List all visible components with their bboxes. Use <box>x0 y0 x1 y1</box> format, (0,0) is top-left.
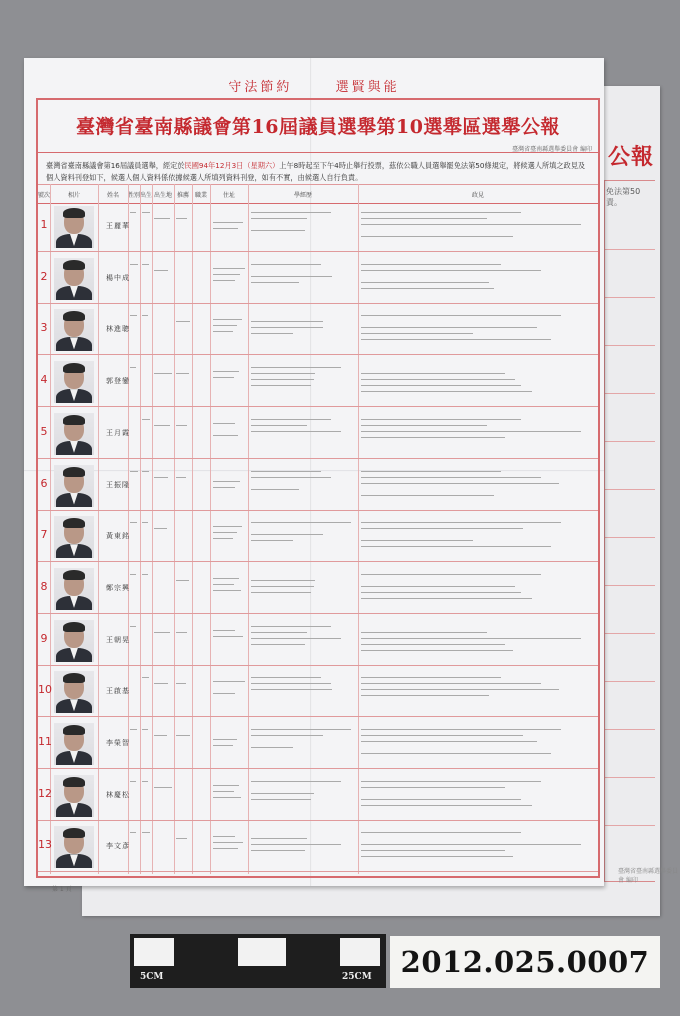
table-row <box>38 409 598 459</box>
printed-text-line <box>130 212 136 213</box>
candidate-photo <box>54 361 94 403</box>
printed-text-line <box>154 735 167 736</box>
candidate-name: 李文彥 <box>106 842 130 851</box>
candidate-name: 楊中成 <box>106 273 130 282</box>
printed-text-line <box>361 729 561 730</box>
printed-text-line <box>251 264 321 265</box>
printed-text-line <box>251 838 307 839</box>
printed-text-line <box>361 632 487 633</box>
candidate-number: 5 <box>40 424 48 438</box>
printed-text-line <box>361 695 489 696</box>
column-header: 學經歷 <box>293 192 312 199</box>
printed-text-line <box>251 385 311 386</box>
printed-text-line <box>361 677 501 678</box>
slogan <box>24 76 604 95</box>
printed-text-line <box>176 735 190 736</box>
printed-text-line <box>361 787 505 788</box>
back-sheet-row-line <box>605 441 655 442</box>
table-row <box>38 616 598 666</box>
printed-text-line <box>213 423 235 424</box>
printed-text-line <box>361 574 541 575</box>
candidate-number: 4 <box>40 373 48 387</box>
printed-text-line <box>213 371 239 372</box>
printed-text-line <box>213 538 233 539</box>
candidate-number: 7 <box>40 528 48 542</box>
printed-text-line <box>361 592 521 593</box>
printed-text-line <box>361 805 532 806</box>
printed-text-line <box>142 832 150 833</box>
back-sheet-row-line <box>605 825 655 826</box>
printed-text-line <box>361 270 541 271</box>
accession-number: 2012.025.0007 <box>390 936 660 988</box>
printed-text-line <box>176 632 187 633</box>
slogan-right: 選賢與能 <box>335 80 400 95</box>
candidate-name: 郭登鑾 <box>106 377 130 386</box>
printed-text-line <box>361 495 494 496</box>
scale-white-block <box>340 938 380 966</box>
printed-text-line <box>213 325 237 326</box>
printed-text-line <box>361 781 541 782</box>
printed-text-line <box>361 264 501 265</box>
printed-text-line <box>213 630 235 631</box>
printed-text-line <box>361 528 523 529</box>
printed-text-line <box>251 638 341 639</box>
scale-white-block <box>134 938 174 966</box>
printed-text-line <box>251 850 305 851</box>
printed-text-line <box>213 693 235 694</box>
printed-text-line <box>251 419 331 420</box>
printed-text-line <box>130 729 137 730</box>
printed-text-line <box>251 282 299 283</box>
printed-text-line <box>213 532 237 533</box>
printed-text-line <box>213 797 241 798</box>
back-sheet-text: 免法第50 責。 <box>606 187 641 207</box>
printed-text-line <box>361 753 551 754</box>
printed-text-line <box>154 787 172 788</box>
column-header: 出生 <box>140 192 153 199</box>
printed-text-line <box>251 218 307 219</box>
printed-text-line <box>251 626 331 627</box>
printed-text-line <box>361 224 581 225</box>
bulletin-title: 臺灣省臺南縣議會第16屆議員選舉第10選舉區選舉公報 <box>76 116 560 138</box>
printed-text-line <box>361 689 559 690</box>
publisher-line: 臺灣省臺南縣選舉委員會 編印 <box>512 146 592 153</box>
printed-text-line <box>176 425 187 426</box>
printed-text-line <box>142 419 150 420</box>
slogan-left: 守法節約 <box>228 80 293 95</box>
scale-white-block <box>238 938 286 966</box>
printed-text-line <box>251 844 341 845</box>
candidate-number: 12 <box>38 786 52 800</box>
printed-text-line <box>213 739 237 740</box>
printed-text-line <box>251 373 315 374</box>
candidate-name: 鄭宗興 <box>106 583 130 592</box>
candidate-name: 黃東銘 <box>106 532 130 541</box>
printed-text-line <box>361 741 537 742</box>
candidate-name: 王月霞 <box>106 428 130 437</box>
printed-text-line <box>361 437 505 438</box>
back-sheet-row-line <box>605 681 655 682</box>
table-row <box>38 564 598 614</box>
printed-text-line <box>251 431 341 432</box>
printed-text-line <box>361 212 521 213</box>
table-row <box>38 771 598 821</box>
printed-text-line <box>213 331 233 332</box>
candidate-number: 3 <box>40 321 48 335</box>
printed-text-line <box>251 477 331 478</box>
scale-label-25cm: 25CM <box>342 972 372 982</box>
printed-text-line <box>213 681 245 682</box>
printed-text-line <box>213 526 242 527</box>
printed-text-line <box>176 683 186 684</box>
candidate-number: 6 <box>40 476 48 490</box>
printed-text-line <box>361 327 537 328</box>
printed-text-line <box>361 288 494 289</box>
printed-text-line <box>251 333 293 334</box>
printed-text-line <box>361 644 505 645</box>
printed-text-line <box>213 578 239 579</box>
candidate-photo <box>54 826 94 868</box>
candidate-name: 林慶松 <box>106 790 130 799</box>
candidate-name: 王麗華 <box>106 222 130 230</box>
table-row <box>38 254 598 304</box>
printed-text-line <box>213 745 233 746</box>
printed-text-line <box>130 522 137 523</box>
candidate-photo <box>54 413 94 455</box>
title-rule <box>38 152 598 153</box>
printed-text-line <box>251 747 293 748</box>
printed-text-line <box>176 477 186 478</box>
candidate-number: 1 <box>40 218 48 231</box>
printed-text-line <box>213 274 240 275</box>
printed-text-line <box>251 276 332 277</box>
back-sheet-row-line <box>605 729 655 730</box>
notice-part-3: 上午8時起至下午4時止舉行投票，茲依公職人員選舉罷免法第50條規定，將候選人所填之政見及個人資料刊登如下，候選人個人資料係依據候選人所填列資料刊登，如有不實，由候選人自行負責。 <box>46 161 586 182</box>
printed-text-line <box>213 785 239 786</box>
printed-text-line <box>251 781 341 782</box>
printed-text-line <box>130 832 136 833</box>
election-notice <box>46 160 586 184</box>
candidate-number: 9 <box>40 631 48 645</box>
printed-text-line <box>251 425 307 426</box>
printed-text-line <box>142 264 149 265</box>
printed-text-line <box>361 522 561 523</box>
printed-text-line <box>361 379 515 380</box>
candidate-number: 10 <box>38 683 52 697</box>
back-sheet-row-line <box>605 345 655 346</box>
scale-label-5cm: 5CM <box>140 972 164 982</box>
printed-text-line <box>361 598 532 599</box>
back-sheet-row-line <box>605 489 655 490</box>
table-row <box>38 667 598 717</box>
candidate-number: 11 <box>38 735 52 748</box>
table-row <box>38 512 598 562</box>
printed-text-line <box>154 373 172 374</box>
candidate-name: 林進聰 <box>106 325 130 334</box>
printed-text-line <box>213 280 235 281</box>
candidate-photo <box>54 775 94 817</box>
printed-text-line <box>213 268 245 269</box>
printed-text-line <box>213 590 241 591</box>
printed-text-line <box>213 487 235 488</box>
printed-text-line <box>130 264 138 265</box>
printed-text-line <box>154 477 168 478</box>
printed-text-line <box>361 850 505 851</box>
notice-part-1: 臺灣省臺南縣議會第16屆議員選舉，經定於 <box>46 161 185 170</box>
printed-text-line <box>142 677 149 678</box>
printed-text-line <box>361 540 473 541</box>
printed-text-line <box>361 483 559 484</box>
printed-text-line <box>154 425 170 426</box>
printed-text-line <box>361 856 513 857</box>
printed-text-line <box>361 477 541 478</box>
printed-text-line <box>251 212 331 213</box>
printed-text-line <box>142 574 148 575</box>
printed-text-line <box>213 836 235 837</box>
column-header: 政見 <box>471 192 484 199</box>
printed-text-line <box>251 586 314 587</box>
candidate-number: 2 <box>40 269 48 283</box>
printed-text-line <box>213 228 238 229</box>
printed-text-line <box>176 373 189 374</box>
printed-text-line <box>361 471 501 472</box>
back-sheet-row-line <box>605 249 655 250</box>
printed-text-line <box>213 842 243 843</box>
printed-text-line <box>361 385 521 386</box>
printed-text-line <box>130 367 136 368</box>
candidate-number: 8 <box>40 579 48 593</box>
back-sheet-title: 公報 <box>608 144 655 170</box>
table-row <box>38 461 598 511</box>
printed-text-line <box>361 333 473 334</box>
printed-text-line <box>176 838 187 839</box>
printed-text-line <box>154 218 170 219</box>
back-sheet-stamp: 臺灣省臺南縣選舉委員會 編印 <box>618 868 679 884</box>
printed-text-line <box>361 546 551 547</box>
printed-text-line <box>361 735 523 736</box>
printed-text-line <box>176 321 190 322</box>
printed-text-line <box>213 319 242 320</box>
candidate-table <box>38 184 598 874</box>
candidate-number: 13 <box>38 838 52 852</box>
column-header: 性別 <box>128 192 141 199</box>
printed-text-line <box>130 315 137 316</box>
printed-text-line <box>361 586 515 587</box>
page-footer: 第 1 頁 <box>52 886 72 893</box>
printed-text-line <box>251 644 305 645</box>
candidate-photo <box>54 620 94 662</box>
candidate-name: 王振隆 <box>106 480 130 489</box>
table-row <box>38 305 598 355</box>
printed-text-line <box>213 222 243 223</box>
column-header: 號次 <box>38 192 51 199</box>
bulletin-frame <box>36 98 600 893</box>
printed-text-line <box>130 781 136 782</box>
printed-text-line <box>251 677 321 678</box>
candidate-photo <box>54 206 94 248</box>
printed-text-line <box>361 218 487 219</box>
printed-text-line <box>176 218 187 219</box>
printed-text-line <box>251 592 311 593</box>
printed-text-line <box>361 373 505 374</box>
printed-text-line <box>154 632 170 633</box>
printed-text-line <box>142 729 148 730</box>
back-sheet-row-line <box>605 633 655 634</box>
scale-bar <box>130 934 386 988</box>
printed-text-line <box>130 626 136 627</box>
candidate-photo <box>54 568 94 610</box>
printed-text-line <box>142 781 148 782</box>
table-header <box>38 184 598 204</box>
table-row <box>38 202 598 252</box>
printed-text-line <box>251 580 315 581</box>
printed-text-line <box>213 636 243 637</box>
column-header: 職業 <box>194 192 207 199</box>
printed-text-line <box>251 534 323 535</box>
printed-text-line <box>361 799 521 800</box>
table-row <box>38 357 598 407</box>
printed-text-line <box>251 632 307 633</box>
candidate-name: 王啟基 <box>106 687 130 696</box>
printed-text-line <box>251 379 314 380</box>
column-header: 姓名 <box>106 192 119 199</box>
printed-text-line <box>251 729 351 730</box>
printed-text-line <box>142 212 150 213</box>
back-sheet-row-line <box>605 537 655 538</box>
candidate-photo <box>54 723 94 765</box>
candidate-photo <box>54 258 94 300</box>
printed-text-line <box>251 735 323 736</box>
printed-text-line <box>251 367 341 368</box>
printed-text-line <box>142 471 149 472</box>
candidate-photo <box>54 671 94 713</box>
printed-text-line <box>251 683 331 684</box>
printed-text-line <box>142 522 148 523</box>
printed-text-line <box>361 650 513 651</box>
back-sheet-row-line <box>605 297 655 298</box>
printed-text-line <box>251 230 305 231</box>
printed-text-line <box>251 489 299 490</box>
candidate-name: 李榮智 <box>106 739 130 747</box>
printed-text-line <box>361 391 532 392</box>
printed-text-line <box>154 270 168 271</box>
back-sheet-row-line <box>605 393 655 394</box>
printed-text-line <box>361 638 581 639</box>
candidate-photo <box>54 465 94 507</box>
printed-text-line <box>361 425 487 426</box>
printed-text-line <box>251 327 323 328</box>
printed-text-line <box>361 419 521 420</box>
printed-text-line <box>176 580 189 581</box>
printed-text-line <box>213 791 234 792</box>
back-sheet-row-line <box>605 777 655 778</box>
printed-text-line <box>213 435 238 436</box>
candidate-photo <box>54 309 94 351</box>
table-row <box>38 719 598 769</box>
column-header: 推薦 <box>176 192 189 199</box>
printed-text-line <box>251 540 293 541</box>
printed-text-line <box>130 471 138 472</box>
printed-text-line <box>142 315 148 316</box>
printed-text-line <box>361 431 581 432</box>
back-sheet-row-line <box>605 585 655 586</box>
column-header: 住址 <box>222 192 235 199</box>
printed-text-line <box>213 481 240 482</box>
printed-text-line <box>154 683 168 684</box>
column-header: 出生地 <box>153 192 172 199</box>
printed-text-line <box>251 471 321 472</box>
printed-text-line <box>213 848 238 849</box>
printed-text-line <box>251 689 332 690</box>
printed-text-line <box>361 844 581 845</box>
table-row <box>38 822 598 872</box>
candidate-name: 王朝晃 <box>106 635 130 644</box>
printed-text-line <box>251 321 323 322</box>
printed-text-line <box>361 832 521 833</box>
printed-text-line <box>251 793 314 794</box>
printed-text-line <box>361 683 541 684</box>
printed-text-line <box>213 377 234 378</box>
printed-text-line <box>361 315 561 316</box>
printed-text-line <box>251 522 351 523</box>
printed-text-line <box>213 584 234 585</box>
printed-text-line <box>251 799 311 800</box>
printed-text-line <box>130 574 136 575</box>
printed-text-line <box>361 339 551 340</box>
printed-text-line <box>361 236 513 237</box>
printed-text-line <box>154 528 167 529</box>
printed-text-line <box>361 282 489 283</box>
candidate-photo <box>54 516 94 558</box>
back-sheet-table <box>604 180 655 882</box>
column-header: 相片 <box>67 192 80 199</box>
bulletin-sheet <box>24 58 604 893</box>
notice-date: 民國94年12月3日（星期六） <box>184 161 280 170</box>
